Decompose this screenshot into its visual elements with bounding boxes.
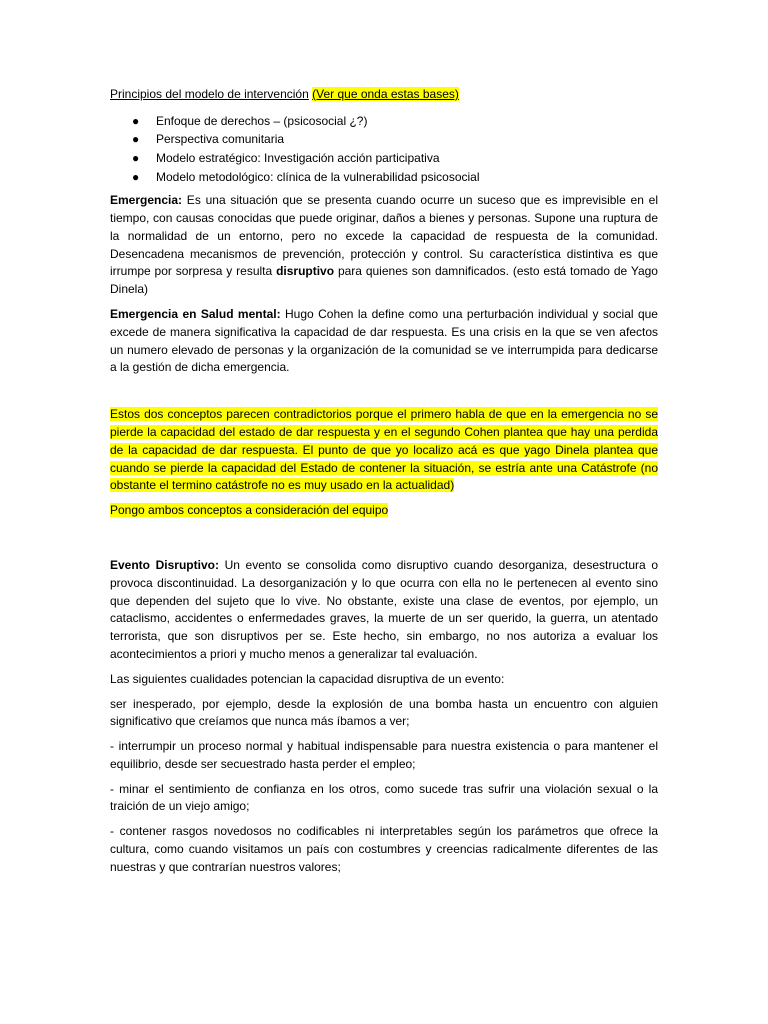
emergencia-salud-paragraph	[110, 306, 658, 377]
list-item	[110, 112, 658, 131]
emergencia-body-2: para quienes son damnificados. (esto está tomado de Yago Dinela)	[110, 264, 658, 297]
list-item-text: Modelo metodológico: clínica de la vulnerabilidad psicosocial	[156, 169, 480, 184]
cualidad-paragraph: ser inesperado, por ejemplo, desde la explosión de una bomba hasta un encuentro con alguien significativo que creíamos que nunca más íbamos a ver;	[110, 696, 658, 729]
list-item-text: Perspectiva comunitaria	[156, 132, 285, 147]
emergencia-body-1: Es una situación que se presenta cuando ocurre un suceso que es imprevisible en el tiempo, con causas conocidas que puede originar, daños a bienes y personas. Supone una ruptura de la normalidad de un entorno, pero no excede la capacidad de respuesta de la comunidad. Desencadena mecanismos de prevención, protección y control. Su característica distintiva es que irrumpe por sorpresa y resulta	[110, 193, 658, 279]
highlighted-text: Pongo ambos conceptos a consideración del equipo	[110, 503, 389, 518]
bullet-icon: ●	[132, 150, 140, 165]
list-item-text: Enfoque de derechos – (psicosocial ¿?)	[156, 113, 368, 128]
list-item-text: Modelo estratégico: Investigación acción participativa	[156, 150, 440, 165]
emergencia-bold-word: disruptivo	[276, 264, 335, 279]
cualidad-paragraph: - contener rasgos novedosos no codificables ni interpretables según los parámetros que ofrece la cultura, como cuando visitamos un país con costumbres y creencias radicalmente diferentes de las nuestras y que contrarían nuestros valores;	[110, 824, 658, 874]
highlight-paragraph-2	[110, 502, 658, 520]
evento-paragraph	[110, 557, 658, 664]
heading-highlight-note: (Ver que onda estas bases)	[312, 87, 459, 101]
cualidad-paragraph: - interrumpir un proceso normal y habitual indispensable para nuestra existencia o para mantener el equilibrio, desde ser secuestrado hasta perder el empleo;	[110, 739, 658, 771]
evento-term: Evento Disruptivo:	[110, 557, 219, 572]
emergencia-paragraph	[110, 192, 658, 299]
list-item	[110, 168, 658, 187]
document-page	[110, 86, 658, 884]
cualidades-intro: Las siguientes cualidades potencian la capacidad disruptiva de un evento:	[110, 671, 505, 686]
bullet-icon: ●	[132, 132, 140, 147]
principles-list	[110, 112, 658, 186]
spacer	[110, 384, 658, 406]
bullet-icon: ●	[132, 169, 140, 184]
section-heading	[110, 86, 658, 104]
emergencia-salud-body: Hugo Cohen la define como una perturbación individual y social que excede de manera significativa la capacidad de dar respuesta. Es una crisis en la que se ven afectos un numero elevado de personas y la organización de la comunidad se ve interrumpida para dedicarse a la gestión de dicha emergencia.	[110, 306, 658, 375]
spacer	[110, 527, 658, 557]
emergencia-salud-term: Emergencia en Salud mental:	[110, 306, 281, 321]
list-item	[110, 130, 658, 149]
emergencia-term: Emergencia:	[110, 193, 183, 208]
heading-text: Principios del modelo de intervención	[110, 87, 309, 101]
cualidad-paragraph: - minar el sentimiento de confianza en los otros, como sucede tras sufrir una violación sexual o la traición de un viejo amigo;	[110, 781, 658, 814]
list-item	[110, 149, 658, 168]
highlighted-text: Estos dos conceptos parecen contradictorios porque el primero habla de que en la emergencia no se pierde la capacidad del estado de dar respuesta y en el segundo Cohen plantea que hay una perdida de la capacidad de dar respuesta. El punto de que yo localizo acá es que yago Dinela plantea que cuando se pierde la capacidad del Estado de contener la situación, se estría ante una Catástrofe (no obstante el termino catástrofe no es muy usado en la actualidad)	[110, 407, 658, 493]
evento-body: Un evento se consolida como disruptivo cuando desorganiza, desestructura o provoca discontinuidad. La desorganización y lo que ocurra con ella no le pertenecen al evento sino que dependen del sujeto que lo vive. No obstante, existe una clase de eventos, por ejemplo, un cataclismo, accidentes o enfermedades graves, la muerte de un ser querido, la guerra, un atentado terrorista, que son disruptivos per se. Este hecho, sin embargo, no nos autoriza a evaluar los acontecimientos a priori y mucho menos a generalizar tal evaluación.	[110, 557, 658, 661]
highlight-paragraph-1	[110, 406, 658, 495]
bullet-icon: ●	[132, 113, 140, 128]
